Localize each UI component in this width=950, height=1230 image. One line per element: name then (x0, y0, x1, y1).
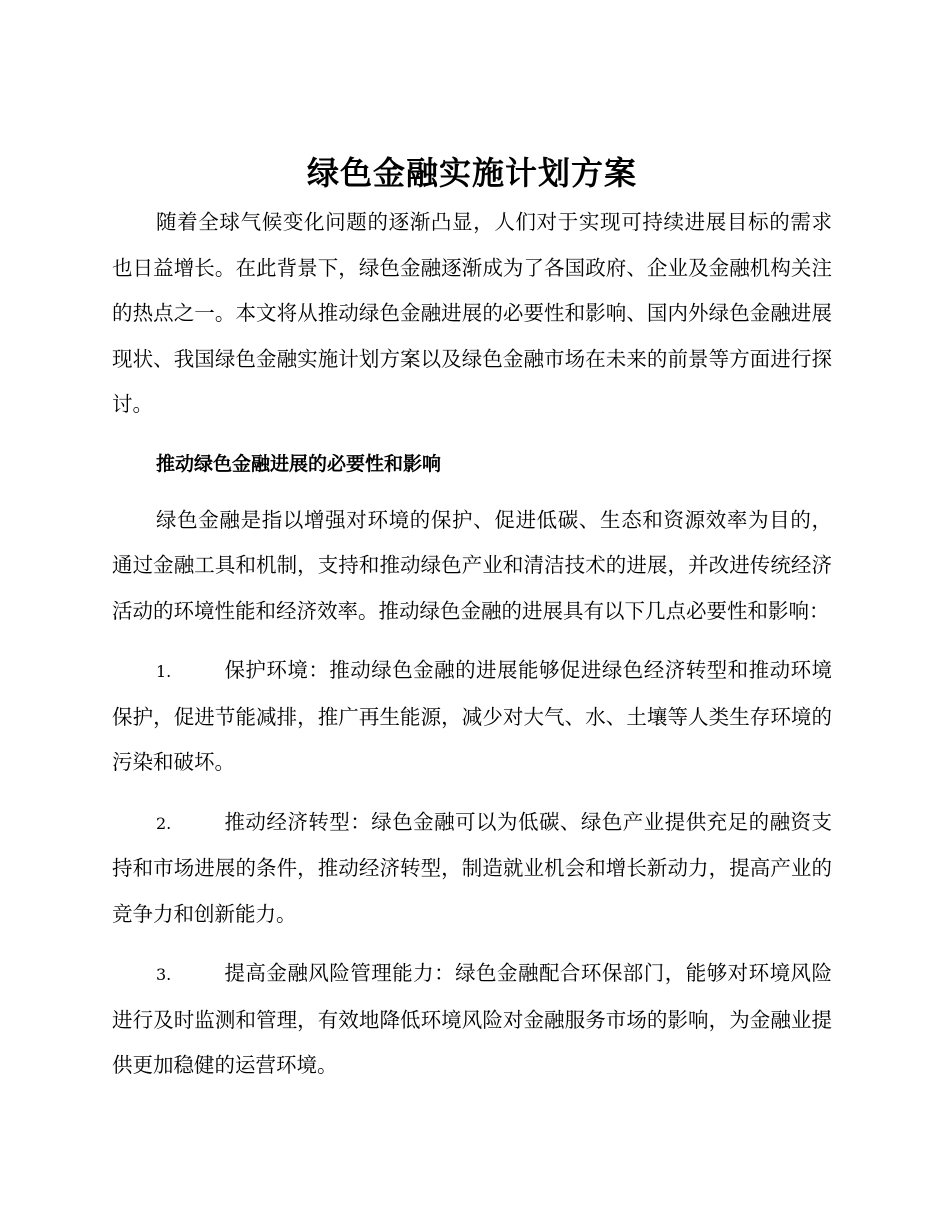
list-item-number: 2. (156, 813, 172, 833)
list-item (112, 951, 832, 1089)
document-body (112, 150, 832, 1103)
list-item-text: 推动经济转型：绿色金融可以为低碳、绿色产业提供充足的融资支持和市场进展的条件，推动经济转型，制造就业机会和增长新动力，提高产业的竞争力和创新能力。 (112, 809, 832, 926)
list-item-number: 1. (156, 662, 172, 681)
document-title: 绿色金融实施计划方案 (306, 154, 637, 192)
section-heading: 推动绿色金融进展的必要性和影响 (156, 452, 442, 475)
list-item-text: 提高金融风险管理能力：绿色金融配合环保部门，能够对环境风险进行及时监测和管理，有效地降低环境风险对金融服务市场的影响，为金融业提供更加稳健的运营环境。 (112, 961, 832, 1077)
intro-paragraph: 随着全球气候变化问题的逐渐凸显，人们对于实现可持续进展目标的需求也日益增长。在此背景下，绿色金融逐渐成为了各国政府、企业及金融机构关注的热点之一。本文将从推动绿色金融进展的必要性和影响、国内外绿色金融进展现状、我国绿色金融实施计划方案以及绿色金融市场在未来的前景等方面进行探讨。 (112, 210, 832, 416)
section-paragraph: 绿色金融是指以增强对环境的保护、促进低碳、生态和资源效率为目的，通过金融工具和机制，支持和推动绿色产业和清洁技术的进展，并改进传统经济活动的环境性能和经济效率。推动绿色金融的进展具有以下几点必要性和影响： (112, 507, 832, 623)
list-item (112, 800, 832, 938)
list-item-text: 保护环境：推动绿色金融的进展能够促进绿色经济转型和推动环境保护，促进节能减排，推广再生能源，减少对大气、水、土壤等人类生存环境的污染和破坏。 (112, 658, 832, 774)
list-item (112, 648, 832, 786)
list-item-number: 3. (156, 965, 172, 984)
